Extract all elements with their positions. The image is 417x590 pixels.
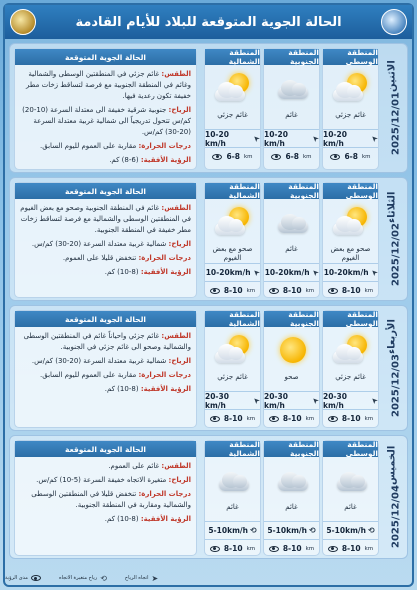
visibility-value: 8-10 (223, 286, 243, 295)
region-title: المنطقة الشمالية (205, 49, 260, 65)
condition-text: غائم (226, 503, 239, 511)
wind-direction-icon: ➤ (251, 132, 263, 145)
visibility-unit: km (364, 545, 374, 552)
sun-icon (264, 331, 319, 373)
region-title: المنطقة الجنوبية (264, 49, 319, 65)
visibility-unit: km (305, 545, 315, 552)
eye-icon (328, 416, 338, 422)
sun-cloud-icon (323, 331, 378, 373)
forecast-text-panel (14, 182, 197, 298)
central-region-card (322, 182, 379, 298)
wind-line (20, 475, 191, 486)
weather-line-value: غائم جزئي واحياناً غائم في المنطقتين الوسطى والشمالية وصحو الى غائم جزئي في الجنوبية. (23, 332, 191, 351)
wind-row (323, 391, 381, 410)
visibility-row (323, 409, 378, 427)
wind-row (205, 263, 260, 281)
forecast-text (15, 65, 196, 173)
forecast-title: الحالة الجوية المتوقعة (15, 441, 196, 457)
temperature-line-key: درجات الحرارة: (138, 142, 191, 150)
wind-speed: 5-10km/h (208, 526, 248, 535)
weather-line (20, 461, 191, 472)
variable-wind-icon: ⟲ (367, 526, 375, 535)
wind-direction-icon: ➤ (151, 573, 159, 583)
header-bar (5, 5, 412, 39)
wind-speed: 20-30 km/h (323, 391, 347, 410)
region-title: المنطقة الوسطى (323, 183, 378, 199)
region-title: المنطقة الجنوبية (264, 311, 319, 327)
sun-cloud-icon (205, 69, 260, 111)
temperature-line-key: درجات الحرارة: (138, 371, 191, 379)
eye-icon (210, 288, 220, 294)
condition-text: غائم (285, 111, 298, 119)
day-label (385, 44, 407, 172)
wind-direction-icon: ➤ (251, 394, 263, 407)
eye-icon (210, 546, 220, 552)
southern-region-card (263, 182, 320, 298)
weather-line-key: الطقس: (161, 204, 191, 212)
visibility-value: 8-10 (223, 414, 243, 423)
wind-speed: 5-10km/h (267, 526, 307, 535)
visibility-row (264, 539, 319, 557)
visibility-value: 6-8 (226, 152, 240, 161)
day-block-monday (9, 43, 408, 173)
org-logo-right (381, 9, 407, 35)
temperature-line (20, 253, 191, 264)
wind-direction-icon: ➤ (310, 132, 322, 145)
legend (5, 571, 412, 585)
wind-row (264, 129, 322, 148)
sun-cloud-icon (323, 69, 378, 111)
visibility-line (20, 267, 191, 278)
day-date: 2025/12/03 (390, 353, 402, 417)
visibility-value: 8-10 (282, 286, 302, 295)
cloud-icon (264, 203, 319, 245)
forecast-text-panel (14, 310, 197, 428)
temperature-line (20, 489, 191, 511)
eye-icon (31, 575, 41, 581)
condition-text: غائم جزئي (217, 373, 248, 381)
day-block-tuesday (9, 177, 408, 301)
visibility-line (20, 155, 191, 166)
temperature-line-value: تنخفض قليلا على العموم. (62, 254, 137, 262)
northern-region-card (204, 182, 261, 298)
org-logo-left (10, 9, 36, 35)
region-title: المنطقة الوسطى (323, 441, 378, 457)
visibility-value: 6-8 (344, 152, 358, 161)
visibility-line (20, 514, 191, 525)
day-date: 2025/12/02 (390, 223, 402, 287)
forecast-text (15, 457, 196, 532)
variable-wind-icon: ⟲ (100, 573, 107, 583)
southern-region-card (263, 310, 320, 428)
visibility-row (264, 147, 319, 165)
visibility-unit: km (246, 287, 256, 294)
temperature-line (20, 370, 191, 381)
visibility-row (205, 281, 260, 299)
condition-text: غائم جزئي (335, 373, 366, 381)
page-title: الحالة الجوية المتوقعة للبلاد للأيام القادمة (75, 14, 342, 30)
weather-line-key: الطقس: (161, 332, 191, 340)
visibility-line-key: الرؤية الأفقية: (140, 156, 191, 164)
weather-line-value: غائم في المنطقة الجنوبية وصحو مع بعض الغيوم في المنطقتين الوسطى والشمالية مع فرصة لتساقط زخات مطر خفيفة في المنطقة الجنوبية. (20, 204, 191, 234)
visibility-value: 8-10 (223, 544, 243, 553)
wind-line-value: جنوبية شرقية خفيفة الى معتدلة السرعة (10-20) كم/س تتحول تدريجياً الى شمالية غربية معتدلة السرعة (20-30) كم/س. (22, 106, 191, 136)
visibility-unit: km (303, 153, 312, 160)
region-title: المنطقة الوسطى (323, 49, 378, 65)
northern-region-card (204, 440, 261, 556)
southern-region-card (263, 440, 320, 556)
condition-text: صحو مع بعض الغيوم (212, 245, 253, 262)
wind-row (205, 521, 260, 539)
visibility-row (205, 409, 260, 427)
visibility-row (264, 409, 319, 427)
wind-speed: 20-30 km/h (264, 391, 288, 410)
wind-direction-icon: ➤ (369, 132, 381, 145)
weather-line-key: الطقس: (161, 462, 191, 470)
forecast-text (15, 199, 196, 285)
condition-text: صحو مع بعض الغيوم (330, 245, 371, 262)
visibility-row (205, 147, 260, 165)
eye-icon (328, 546, 338, 552)
eye-icon (330, 154, 340, 160)
wind-line (20, 105, 191, 138)
day-block-thursday (9, 435, 408, 559)
day-label (385, 178, 407, 300)
condition-text: غائم جزئي (217, 111, 248, 119)
legend-wind-direction: ➤ اتجاه الرياح (124, 573, 159, 583)
visibility-unit: km (305, 415, 315, 422)
wind-row (323, 263, 378, 281)
wind-speed: 10-20km/h (264, 268, 310, 277)
visibility-unit: km (364, 287, 374, 294)
central-region-card (322, 48, 379, 170)
visibility-value: 8-10 (341, 544, 361, 553)
wind-direction-icon: ➤ (250, 266, 262, 279)
central-region-card (322, 310, 379, 428)
eye-icon (269, 546, 279, 552)
weather-line-value: غائم على العموم. (108, 462, 160, 470)
region-title: المنطقة الوسطى (323, 311, 378, 327)
wind-line-key: الرياح: (168, 106, 191, 114)
temperature-line-value: مقاربة على العموم لليوم السابق. (40, 371, 137, 379)
weather-line (20, 331, 191, 353)
wind-speed: 20-30 km/h (205, 391, 229, 410)
forecast-text-panel (14, 440, 197, 556)
visibility-row (323, 539, 378, 557)
weather-line-value: غائم جزئي في المنطقتين الوسطى والشمالية وغائم في المنطقة الجنوبية مع فرصة لتساقط زخات مطر خفيفة تكون رعدية فيها. (26, 70, 191, 100)
temperature-line-value: تنخفض قليلا في المنطقتين الوسطى والشمالية ومقاربة في المنطقة الجنوبية. (31, 490, 191, 509)
sun-cloud-icon (323, 203, 378, 245)
weather-line (20, 203, 191, 236)
condition-text: غائم (344, 503, 357, 511)
eye-icon (271, 154, 281, 160)
region-title: المنطقة الجنوبية (264, 183, 319, 199)
region-title: المنطقة الشمالية (205, 441, 260, 457)
southern-region-card (263, 48, 320, 170)
region-title: المنطقة الشمالية (205, 311, 260, 327)
wind-line-key: الرياح: (168, 476, 191, 484)
region-title: المنطقة الشمالية (205, 183, 260, 199)
condition-text: صحو (284, 373, 299, 381)
visibility-row (205, 539, 260, 557)
wind-row (264, 263, 319, 281)
visibility-row (323, 281, 378, 299)
wind-speed: 10-20km/h (323, 268, 369, 277)
wind-speed: 10-20 km/h (264, 129, 288, 148)
wind-direction-icon: ➤ (368, 266, 380, 279)
day-name: الخميس (386, 445, 398, 486)
visibility-line-key: الرؤية الأفقية: (140, 385, 191, 393)
eye-icon (328, 288, 338, 294)
forecast-title: الحالة الجوية المتوقعة (15, 49, 196, 65)
visibility-line-value: (6-8) كم. (109, 156, 139, 164)
condition-text: غائم (285, 245, 298, 253)
condition-text: غائم جزئي (335, 111, 366, 119)
northern-region-card (204, 310, 261, 428)
weather-line (20, 69, 191, 102)
sun-cloud-icon (205, 331, 260, 373)
cloud-icon (323, 461, 378, 503)
visibility-value: 8-10 (341, 286, 361, 295)
visibility-value: 8-10 (282, 544, 302, 553)
visibility-value: 6-8 (285, 152, 299, 161)
legend-visibility: مدى الرؤية (5, 575, 41, 581)
wind-line-key: الرياح: (168, 240, 191, 248)
visibility-unit: km (364, 415, 374, 422)
variable-wind-icon: ⟲ (249, 526, 257, 535)
wind-row (323, 129, 381, 148)
condition-text: غائم (285, 503, 298, 511)
weather-line-key: الطقس: (161, 70, 191, 78)
visibility-unit: km (246, 545, 256, 552)
visibility-value: 8-10 (282, 414, 302, 423)
day-name: الاثنين (386, 60, 398, 93)
cloud-icon (205, 461, 260, 503)
visibility-line-value: (8-10) كم. (104, 385, 139, 393)
wind-row (264, 391, 322, 410)
visibility-line (20, 384, 191, 395)
forecast-frame (3, 3, 414, 587)
wind-line-value: شمالية غربية معتدلة السرعة (20-30) كم/س. (31, 357, 167, 365)
visibility-unit: km (362, 153, 371, 160)
day-date: 2025/12/01 (390, 92, 402, 156)
wind-row (205, 391, 263, 410)
visibility-unit: km (305, 287, 315, 294)
forecast-title: الحالة الجوية المتوقعة (15, 183, 196, 199)
temperature-line (20, 141, 191, 152)
legend-variable-wind: ⟲ رياح متغيرة الاتجاه (58, 573, 107, 583)
wind-direction-icon: ➤ (309, 266, 321, 279)
temperature-line-value: مقاربة على العموم لليوم السابق. (40, 142, 137, 150)
wind-speed: 10-20 km/h (205, 129, 229, 148)
temperature-line-key: درجات الحرارة: (138, 490, 191, 498)
forecast-text (15, 327, 196, 402)
cloud-icon (264, 461, 319, 503)
day-block-wednesday (9, 305, 408, 431)
wind-row (264, 521, 319, 539)
visibility-unit: km (244, 153, 253, 160)
forecast-title: الحالة الجوية المتوقعة (15, 311, 196, 327)
northern-region-card (204, 48, 261, 170)
day-name: الأربعاء (386, 319, 398, 354)
sun-cloud-icon (205, 203, 260, 245)
eye-icon (269, 288, 279, 294)
wind-row (205, 129, 263, 148)
wind-speed: 5-10km/h (326, 526, 366, 535)
day-label (385, 306, 407, 430)
temperature-line-key: درجات الحرارة: (138, 254, 191, 262)
wind-line (20, 356, 191, 367)
wind-direction-icon: ➤ (310, 394, 322, 407)
region-title: المنطقة الجنوبية (264, 441, 319, 457)
cloud-icon (264, 69, 319, 111)
wind-line-value: متغيرة الاتجاه خفيفة السرعة (5-10) كم/س. (36, 476, 167, 484)
forecast-text-panel (14, 48, 197, 170)
visibility-row (323, 147, 378, 165)
visibility-line-value: (8-10) كم. (104, 515, 139, 523)
wind-speed: 10-20 km/h (323, 129, 347, 148)
visibility-unit: km (246, 415, 256, 422)
visibility-line-key: الرؤية الأفقية: (140, 268, 191, 276)
eye-icon (210, 416, 220, 422)
wind-line-value: شمالية غربية معتدلة السرعة (20-30) كم/س. (31, 240, 167, 248)
visibility-row (264, 281, 319, 299)
day-label (385, 436, 407, 558)
day-date: 2025/12/04 (390, 485, 402, 549)
central-region-card (322, 440, 379, 556)
variable-wind-icon: ⟲ (308, 526, 316, 535)
eye-icon (212, 154, 222, 160)
wind-direction-icon: ➤ (369, 394, 381, 407)
wind-line-key: الرياح: (168, 357, 191, 365)
visibility-line-key: الرؤية الأفقية: (140, 515, 191, 523)
wind-line (20, 239, 191, 250)
wind-speed: 10-20km/h (205, 268, 251, 277)
visibility-line-value: (8-10) كم. (104, 268, 139, 276)
wind-row (323, 521, 378, 539)
visibility-value: 8-10 (341, 414, 361, 423)
eye-icon (269, 416, 279, 422)
day-name: الثلاثاء (386, 191, 398, 224)
